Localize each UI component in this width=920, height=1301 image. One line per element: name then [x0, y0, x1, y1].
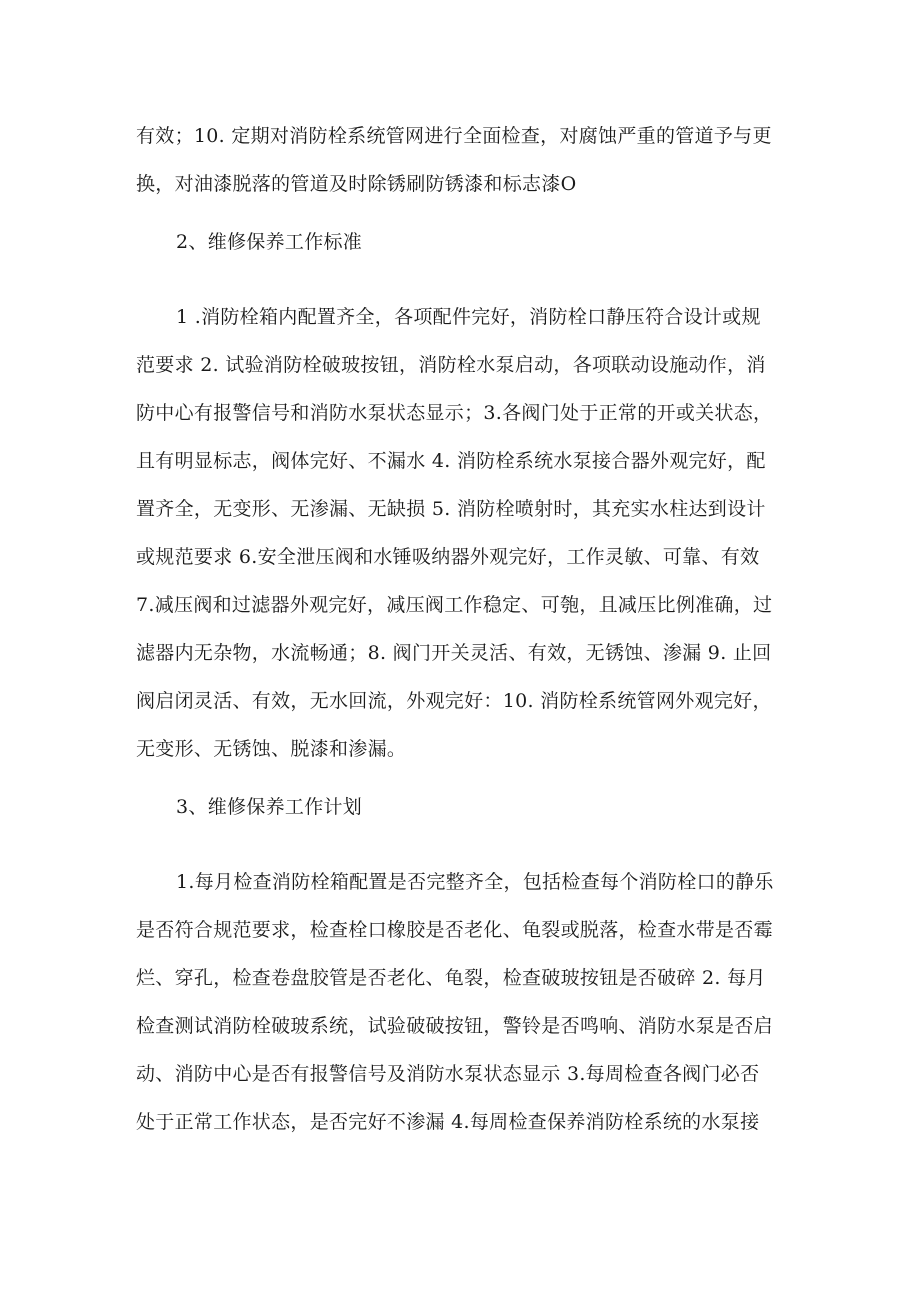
section-2-line-8: 滤器内无杂物，水流畅通；8. 阀门开关灵活、有效，无锈蚀、渗漏 9. 止回: [136, 642, 772, 664]
section-3-line-6: 处于正常工作状态，是否完好不渗漏 4.每周检查保养消防栓系统的水泵接: [136, 1111, 760, 1133]
section-2-line-3: 防中心有报警信号和消防水泵状态显示；3.各阀门处于正常的开或关状态，: [136, 402, 773, 424]
section-2-heading: 2、维修保养工作标准: [176, 231, 363, 253]
section-2-line-1: 1 .消防栓箱内配置齐全，各项配件完好，消防栓口静压符合设计或规: [176, 306, 761, 328]
intro-line-2: 换，对油漆脱落的管道及时除锈刷防锈漆和标志漆O: [136, 173, 577, 195]
section-3-line-2: 是否符合规范要求，检查栓口橡胶是否老化、龟裂或脱落，检查水带是否霉: [136, 919, 773, 941]
section-2-line-4: 且有明显标志，阀体完好、不漏水 4. 消防栓系统水泵接合器外观完好，配: [136, 450, 766, 472]
section-2-line-10: 无变形、无锈蚀、脱漆和渗漏。: [136, 738, 407, 760]
section-3-line-4: 检查测试消防栓破玻系统，试验破破按钮，警铃是否鸣响、消防水泵是否启: [136, 1015, 773, 1037]
section-2-line-5: 置齐全，无变形、无渗漏、无缺损 5. 消防栓喷射时，其充实水柱达到设计: [136, 498, 766, 520]
section-3-line-1: 1.每月检查消防栓箱配置是否完整齐全，包括检查每个消防栓口的静乐: [176, 871, 774, 893]
section-2-line-9: 阀启闭灵活、有效，无水回流，外观完好：10. 消防栓系统管网外观完好，: [136, 690, 772, 712]
section-3-heading: 3、维修保养工作计划: [176, 796, 363, 818]
section-2-line-2: 范要求 2. 试验消防栓破玻按钮，消防栓水泵启动，各项联动设施动作，消: [136, 354, 766, 376]
intro-line-1: 有效；10. 定期对消防栓系统管网进行全面检查，对腐蚀严重的管道予与更: [136, 125, 772, 147]
section-3-line-3: 烂、穿孔，检查卷盘胶管是否老化、龟裂，检查破玻按钮是否破碎 2. 每月: [136, 967, 766, 989]
section-3-line-5: 动、消防中心是否有报警信号及消防水泵状态显示 3.每周检查各阀门必否: [136, 1063, 760, 1085]
section-2-line-7: 7.减压阀和过滤器外观完好，减压阀工作稳定、可匏，且减压比例准确，过: [136, 594, 773, 616]
section-2-line-6: 或规范要求 6.安全泄压阀和水锤吸纳器外观完好，工作灵敏、可靠、有效: [136, 546, 760, 568]
